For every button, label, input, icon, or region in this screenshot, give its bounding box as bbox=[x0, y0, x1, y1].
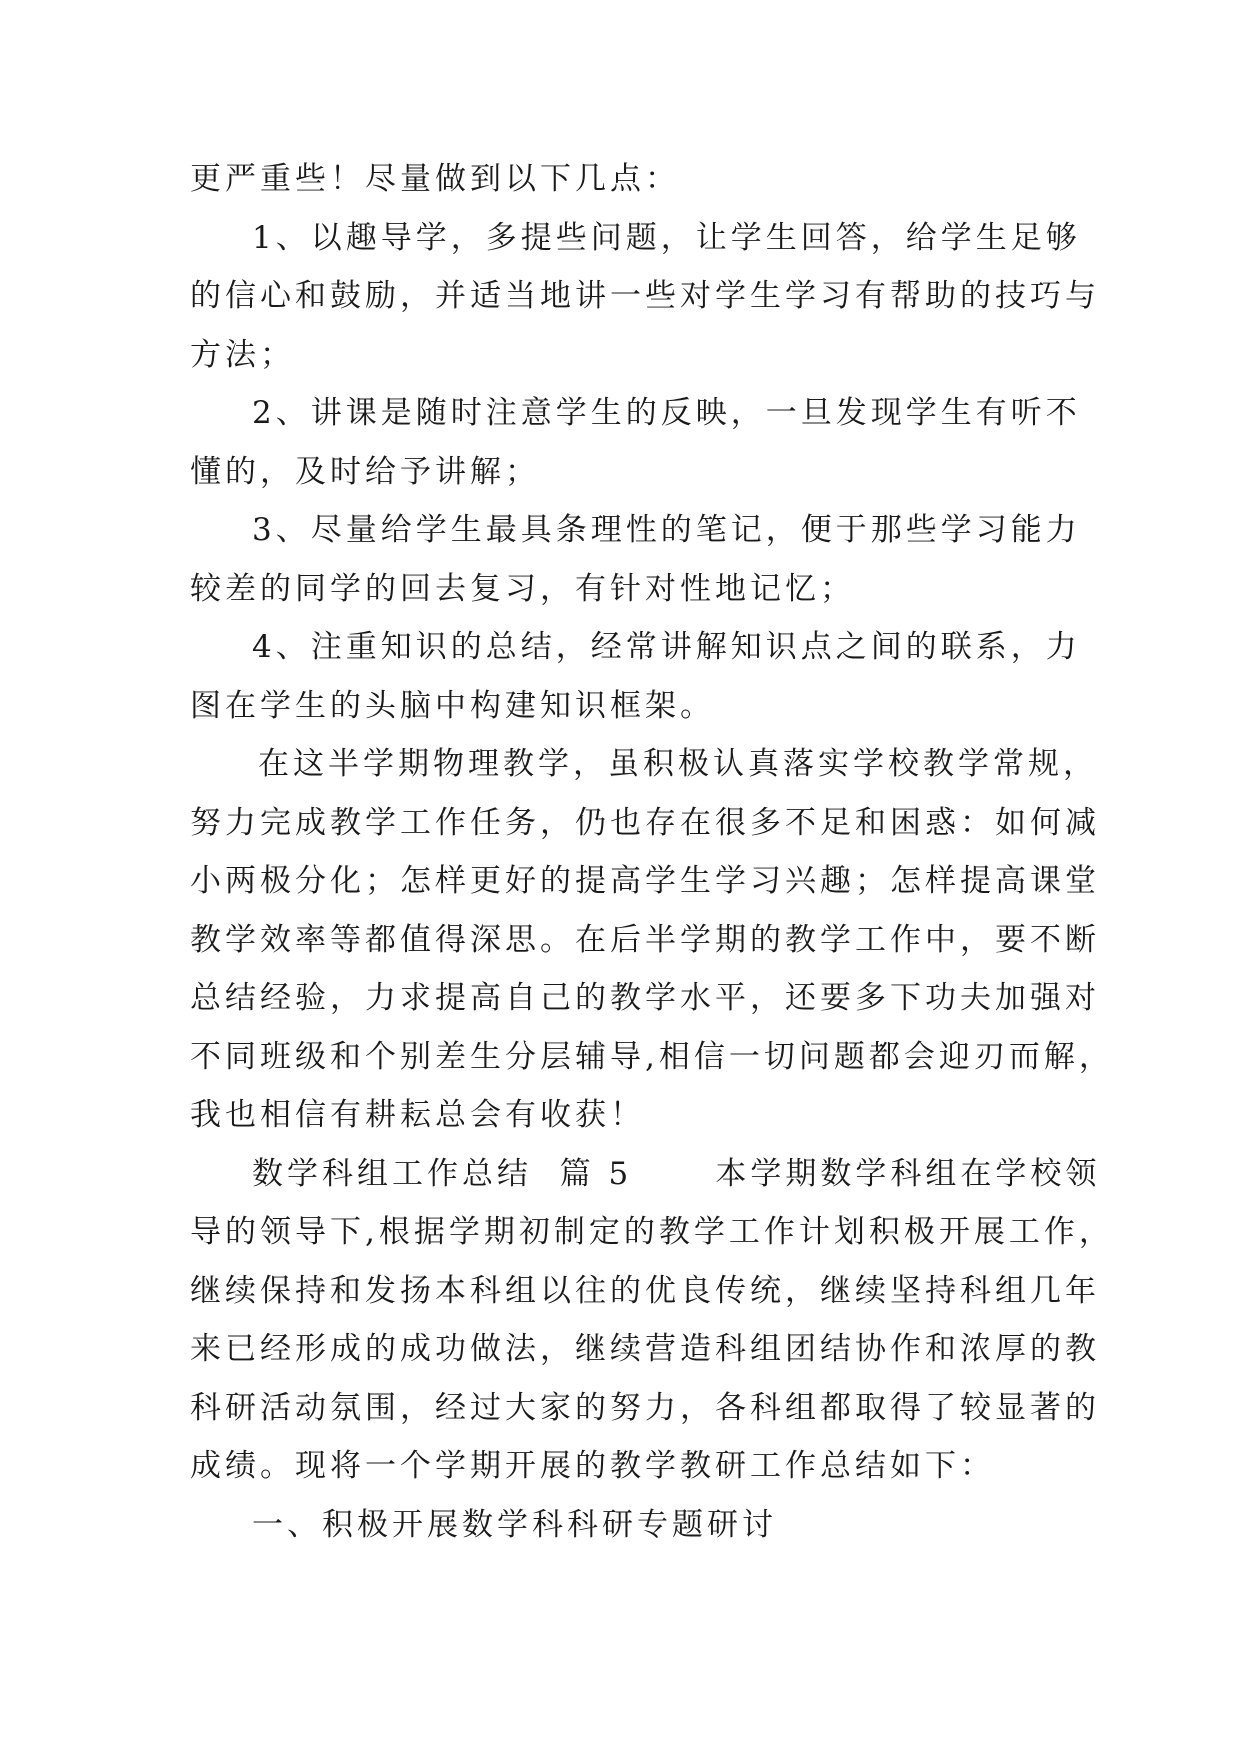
text-line: 继续保持和发扬本科组以往的优良传统，继续坚持科组几年 bbox=[190, 1272, 1100, 1309]
text-line: 较差的同学的回去复习，有针对性地记忆； bbox=[190, 570, 855, 607]
text-line: 懂的，及时给予讲解； bbox=[190, 453, 540, 490]
text-line: 小两极分化；怎样更好的提高学生学习兴趣；怎样提高课堂 bbox=[190, 863, 1100, 899]
text-line: 科研活动氛围，经过大家的努力，各科组都取得了较显著的 bbox=[190, 1389, 1100, 1426]
text-line: 图在学生的头脑中构建知识框架。 bbox=[190, 687, 715, 724]
text-line: 不同班级和个别差生分层辅导,相信一切问题都会迎刃而解， bbox=[190, 1038, 1114, 1075]
text-line: 的信心和鼓励，并适当地讲一些对学生学习有帮助的技巧与 bbox=[190, 278, 1100, 314]
text-line: 来已经形成的成功做法，继续营造科组团结协作和浓厚的教 bbox=[190, 1331, 1100, 1367]
subsection-heading-line: 一、积极开展数学科科研专题研讨 bbox=[252, 1506, 777, 1543]
text-line: 我也相信有耕耘总会有收获！ bbox=[190, 1097, 645, 1133]
text-line: 2、讲课是随时注意学生的反映，一旦发现学生有听不 bbox=[252, 395, 1081, 431]
text-line: 导的领导下,根据学期初制定的教学工作计划积极开展工作， bbox=[190, 1214, 1114, 1250]
text-line: 3、尽量给学生最具条理性的笔记，便于那些学习能力 bbox=[252, 512, 1081, 548]
text-line: 更严重些！尽量做到以下几点： bbox=[190, 161, 680, 197]
text-line: 教学效率等都值得深思。在后半学期的教学工作中，要不断 bbox=[190, 921, 1100, 958]
text-line: 成绩。现将一个学期开展的教学教研工作总结如下： bbox=[190, 1448, 995, 1484]
text-line: 方法； bbox=[190, 336, 295, 373]
text-line: 总结经验，力求提高自己的教学水平，还要多下功夫加强对 bbox=[190, 980, 1100, 1016]
text-line: 4、注重知识的总结，经常讲解知识点之间的联系，力 bbox=[252, 629, 1081, 665]
section-heading-line: 数学科组工作总结 篇 5 本学期数学科组在学校领 bbox=[252, 1155, 1101, 1192]
text-line: 在这半学期物理教学，虽积极认真落实学校教学常规， bbox=[258, 746, 1098, 782]
body-text bbox=[190, 150, 1114, 1554]
text-line: 1、以趣导学，多提些问题，让学生回答，给学生足够 bbox=[252, 219, 1081, 256]
text-line: 努力完成教学工作任务，仍也存在很多不足和困惑：如何减 bbox=[190, 804, 1100, 841]
